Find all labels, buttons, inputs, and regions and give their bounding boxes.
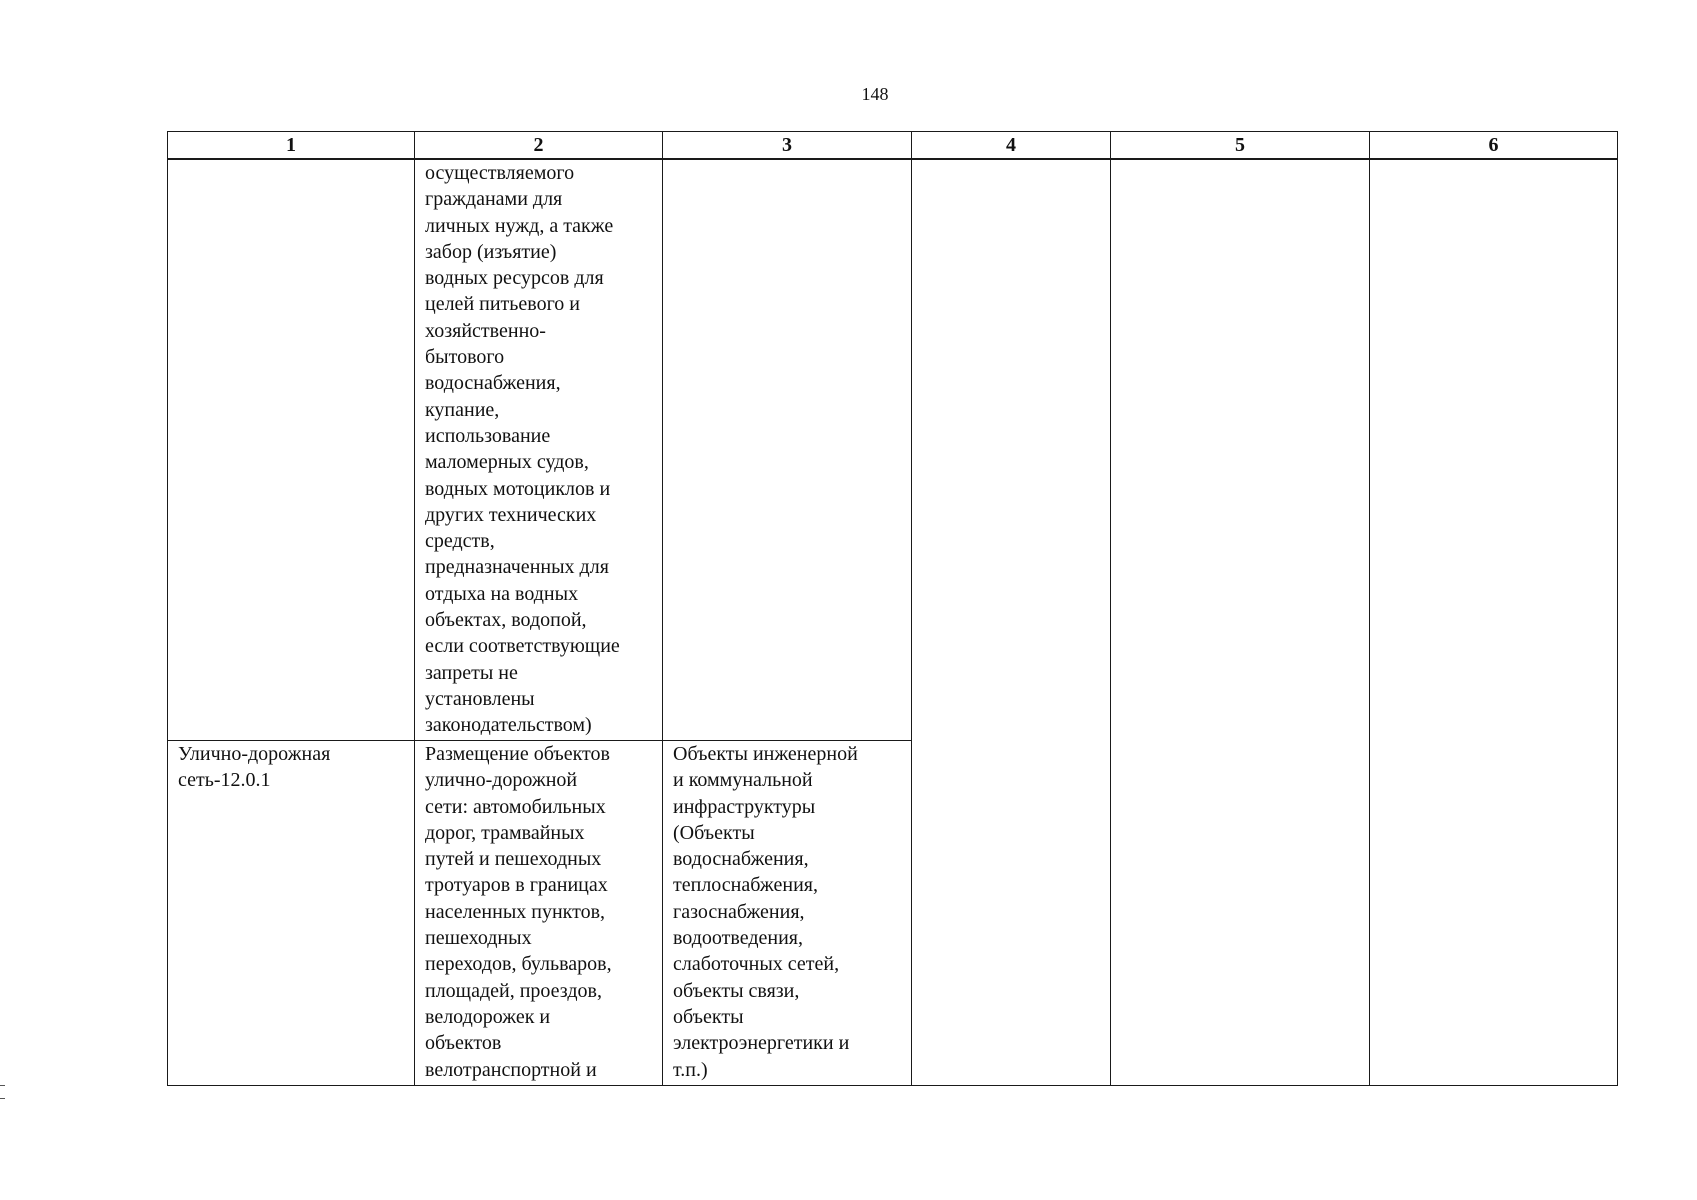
table-cell-col6 — [1370, 741, 1618, 1086]
table-cell-col5 — [1111, 741, 1370, 1086]
table-cell-col2: осуществляемого гражданами для личных нужд, а также забор (изъятие) водных ресурсов для целей питьевого и хозяйственно- бытового водоснабжения, купание, использование маломерных судов, водных мотоциклов и других технических средств, предназначенных для отдыха на водных объектах, водопой, если соответствующие запреты не установлены законодательством) — [415, 159, 663, 741]
table-cell-col3 — [663, 159, 912, 741]
scan-edge-mark — [0, 1085, 5, 1099]
table-cell-col6 — [1370, 159, 1618, 741]
column-header-2: 2 — [415, 132, 663, 160]
table-cell-col4 — [912, 741, 1111, 1086]
column-header-1: 1 — [168, 132, 415, 160]
table-cell-col1 — [168, 159, 415, 741]
table-cell-col2: Размещение объектов улично-дорожной сети: автомобильных дорог, трамвайных путей и пешеходных тротуаров в границах населенных пунктов, пешеходных переходов, бульваров, площадей, проездов, велодорожек и объектов велотранспортной и — [415, 741, 663, 1086]
table-cell-col4 — [912, 159, 1111, 741]
table-cell-col3: Объекты инженерной и коммунальной инфраструктуры (Объекты водоснабжения, теплоснабжения, газоснабжения, водоотведения, слаботочных сетей, объекты связи, объекты электроэнергетики и т.п.) — [663, 741, 912, 1086]
table-cell-col1: Улично-дорожная сеть-12.0.1 — [168, 741, 415, 1086]
page-number: 148 — [861, 84, 889, 104]
column-header-4: 4 — [912, 132, 1111, 160]
table-cell-col5 — [1111, 159, 1370, 741]
column-header-6: 6 — [1370, 132, 1618, 160]
column-header-5: 5 — [1111, 132, 1370, 160]
regulations-table — [167, 131, 1618, 1086]
column-header-3: 3 — [663, 132, 912, 160]
table-header-row — [168, 132, 1618, 160]
table-row — [168, 741, 1618, 1086]
table-row — [168, 159, 1618, 741]
